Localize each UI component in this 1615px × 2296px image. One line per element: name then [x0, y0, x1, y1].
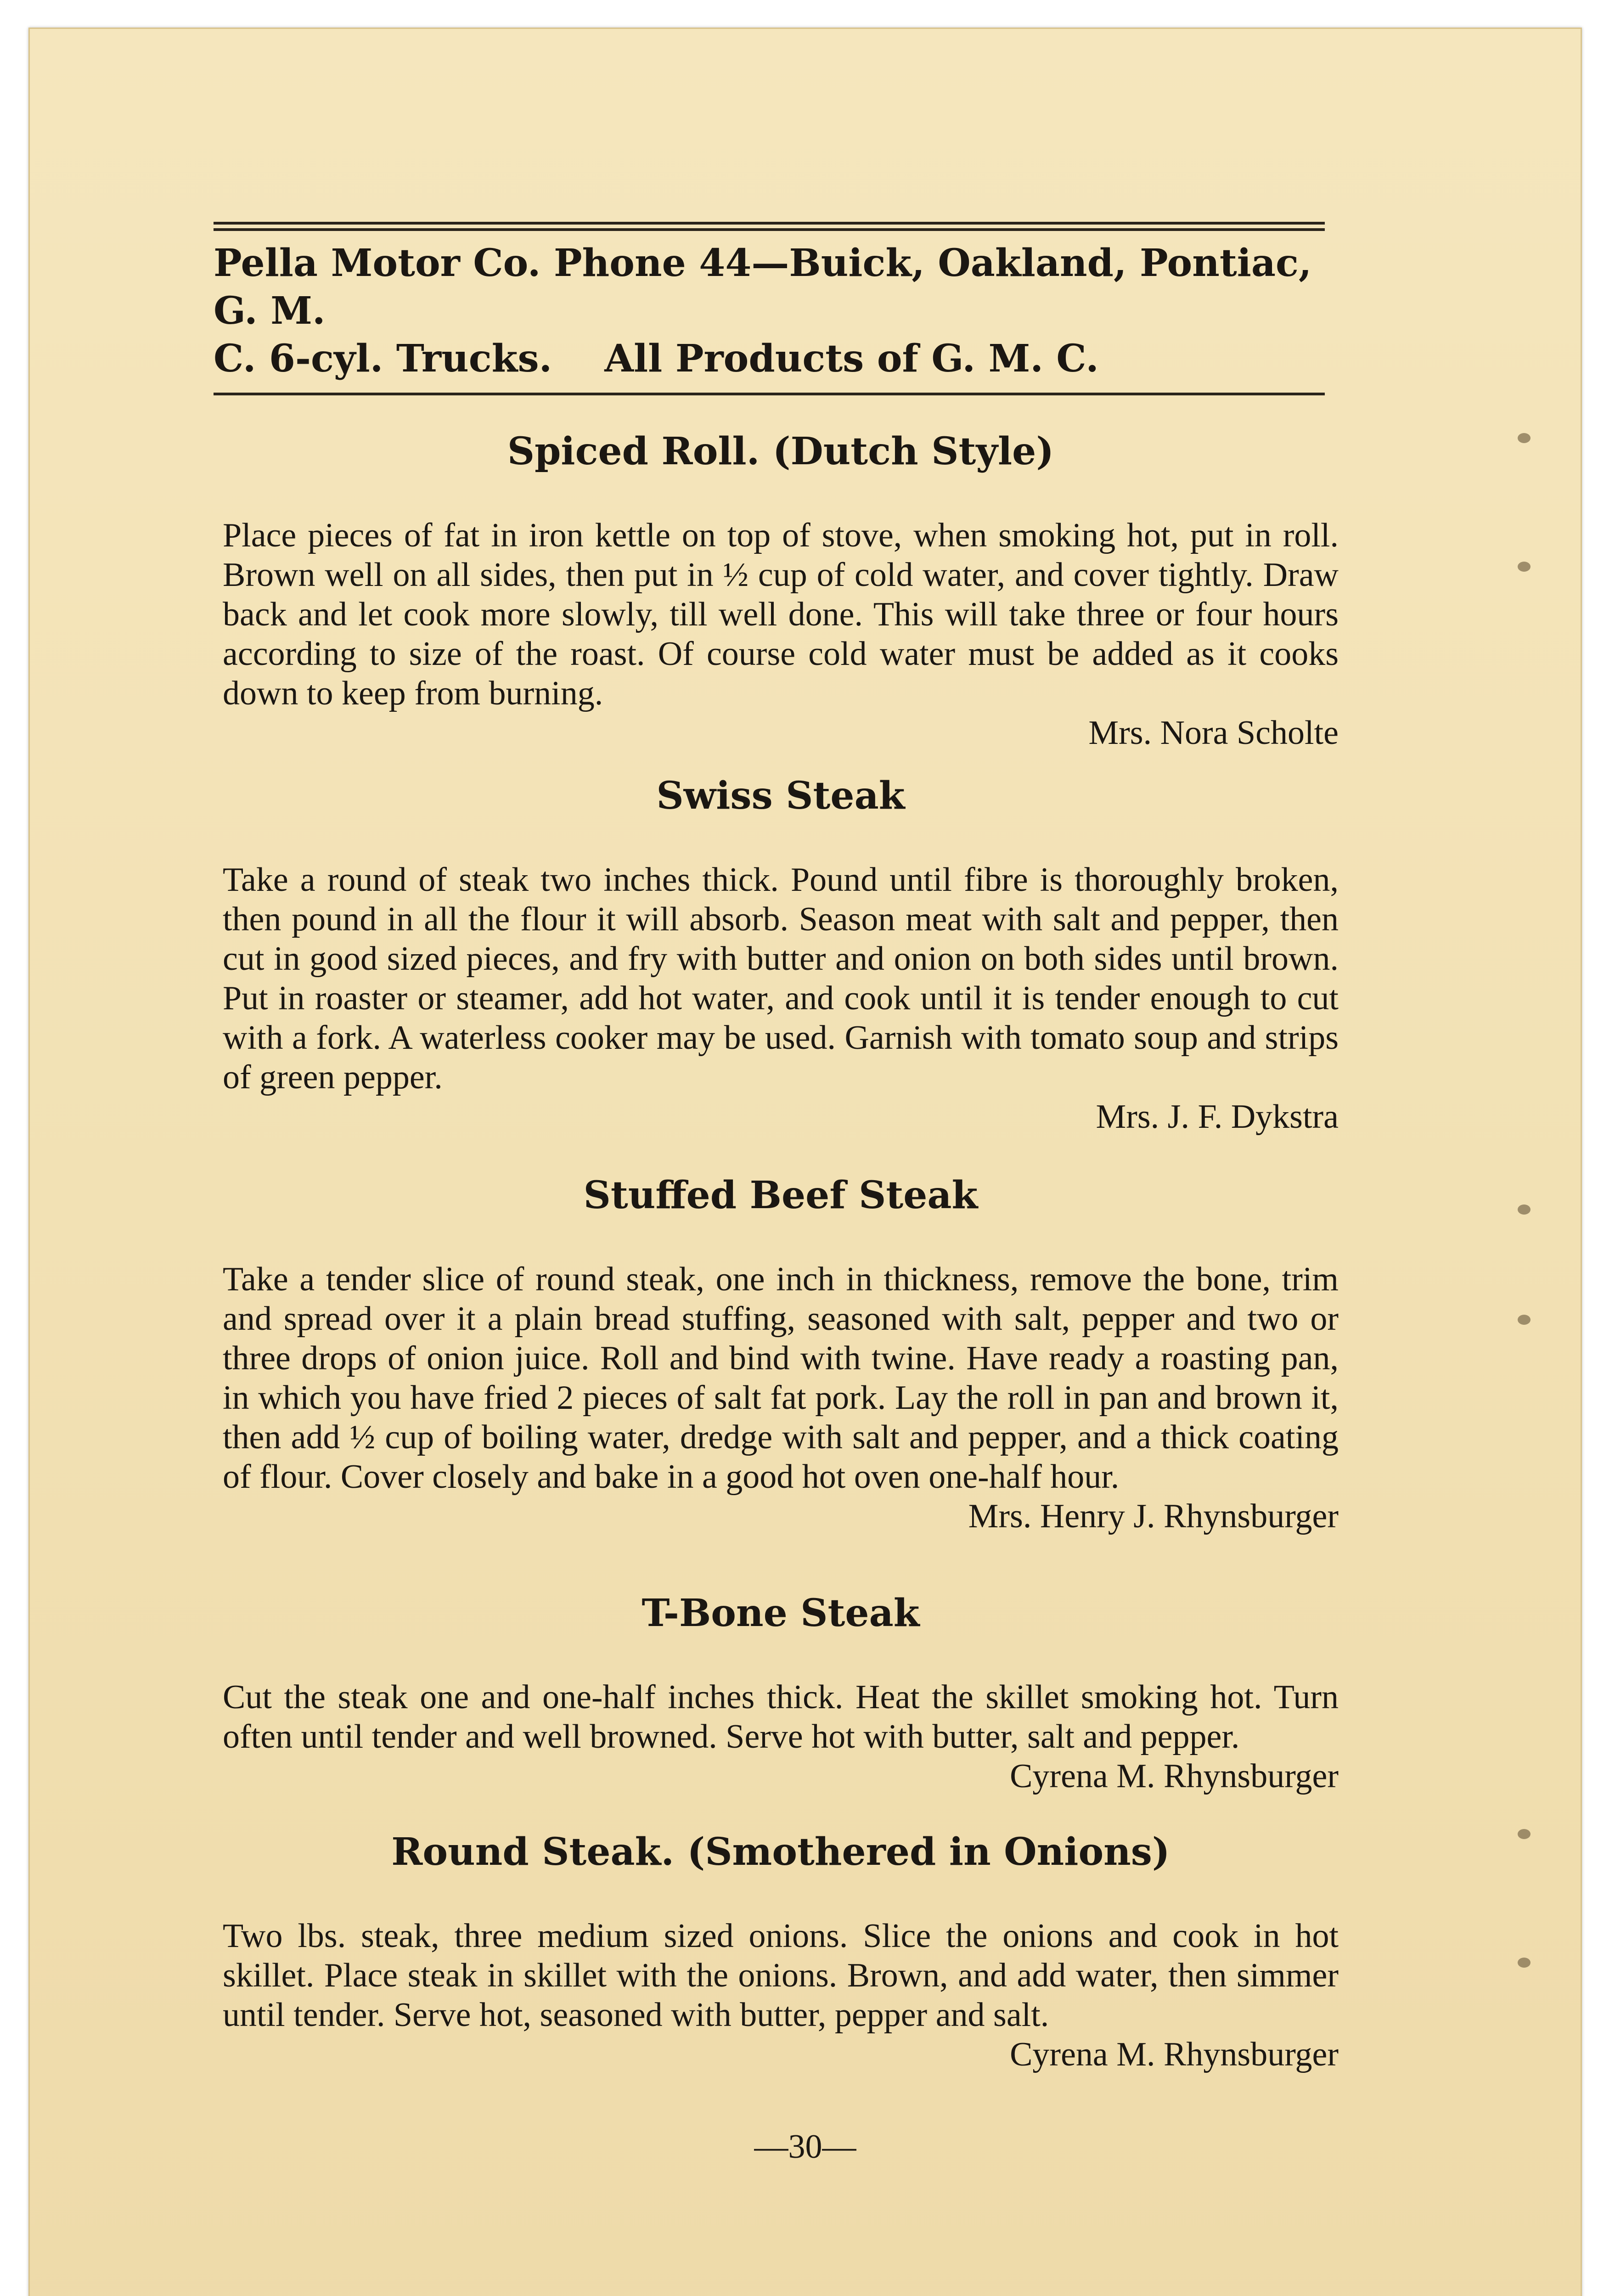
recipe-title: Spiced Roll. (Dutch Style): [507, 429, 1054, 473]
recipe-stuffed-beef-steak: [223, 1172, 1339, 1536]
advertisement-line-2: C. 6-cyl. Trucks. All Products of G. M. C.: [214, 337, 1099, 381]
recipe-title: T-Bone Steak: [641, 1591, 920, 1635]
recipe-swiss-steak: [223, 773, 1339, 1137]
recipe-title: Swiss Steak: [656, 774, 905, 818]
recipe-body: Two lbs. steak, three medium sized onions. Slice the onions and cook in hot skillet. Place steak in skillet with the onions. Brown, and add water, then simmer until tender. Serve hot, seasoned with butter, pepper and salt.: [223, 1917, 1339, 2034]
binding-hole-mark: [1518, 433, 1531, 443]
recipe-author: Mrs. Nora Scholte: [1088, 714, 1339, 752]
single-rule: [214, 393, 1325, 395]
recipe-body: Take a tender slice of round steak, one inch in thickness, remove the bone, trim and spread over it a plain bread stuffing, seasoned with salt, pepper and two or three drops of onion juice. Roll and bind with twine. Have ready a roasting pan, in which you have fried 2 pieces of salt fat pork. Lay the roll in pan and brown it, then add ½ cup of boiling water, dredge with salt and pepper, and a thick coating of flour. Cover closely and bake in a good hot oven one-half hour.: [223, 1261, 1339, 1496]
recipe-spiced-roll: [223, 428, 1339, 753]
recipe-round-steak: [223, 1829, 1339, 2074]
recipe-title: Stuffed Beef Steak: [583, 1173, 978, 1217]
binding-hole-mark: [1518, 1315, 1531, 1325]
recipe-t-bone-steak: [223, 1590, 1339, 1796]
recipe-body: Take a round of steak two inches thick. Pound until fibre is thoroughly broken, then pound in all the flour it will absorb. Season meat with salt and pepper, then cut in good sized pieces, and fry with butter and onion on both sides until brown. Put in roaster or steamer, add hot water, and cook until it is tender enough to cut with a fork. A waterless cooker may be used. Garnish with tomato soup and strips of green pepper.: [223, 861, 1339, 1096]
binding-hole-mark: [1518, 1204, 1531, 1215]
recipe-body: Cut the steak one and one-half inches thick. Heat the skillet smoking hot. Turn often until tender and well browned. Serve hot with butter, salt and pepper.: [223, 1678, 1339, 1756]
recipe-body: Place pieces of fat in iron kettle on top of stove, when smoking hot, put in roll. Brown well on all sides, then put in ½ cup of cold water, and cover tightly. Draw back and let cook more slowly, till well done. This will take three or four hours according to size of the roast. Of course cold water must be added as it cooks down to keep from burning.: [223, 517, 1339, 712]
binding-hole-mark: [1518, 1958, 1531, 1968]
binding-hole-mark: [1518, 1829, 1531, 1839]
advertisement-header: [214, 222, 1325, 395]
recipe-author: Cyrena M. Rhynsburger: [1010, 2036, 1339, 2073]
double-rule: [214, 222, 1325, 231]
recipe-author: Cyrena M. Rhynsburger: [1010, 1757, 1339, 1795]
recipe-author: Mrs. Henry J. Rhynsburger: [968, 1497, 1339, 1535]
advertisement-line-1: Pella Motor Co. Phone 44—Buick, Oakland, Pontiac, G. M.: [214, 241, 1312, 333]
page-number: —30—: [754, 2128, 856, 2166]
recipe-author: Mrs. J. F. Dykstra: [1096, 1098, 1339, 1136]
recipe-title: Round Steak. (Smothered in Onions): [391, 1830, 1170, 1874]
book-page: [28, 28, 1582, 2296]
binding-hole-mark: [1518, 562, 1531, 572]
